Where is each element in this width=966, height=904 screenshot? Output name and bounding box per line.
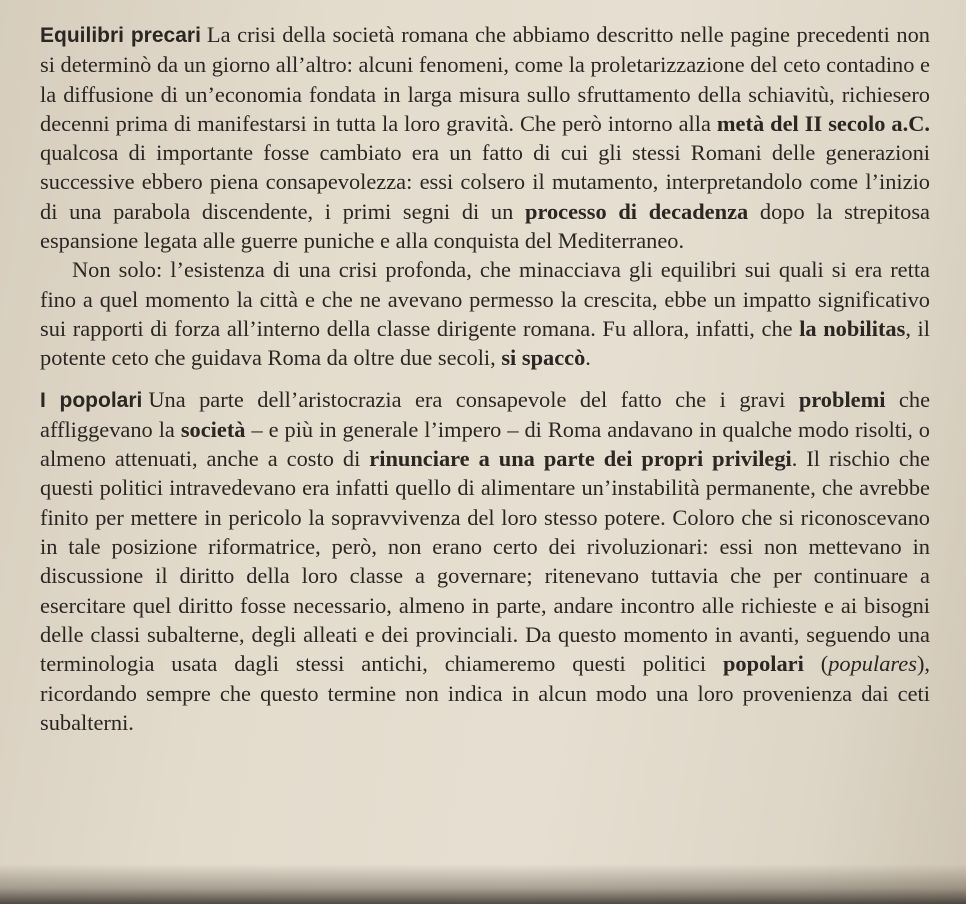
text-run: .: [585, 345, 591, 371]
bold-term: metà del II secolo a.C.: [716, 110, 930, 136]
text-run: Non solo: l’esistenza di una crisi profonda, che minacciava gli equilibri sui quali si era retta fino a quel momento la città e che ne avevano permesso la crescita, ebbe un impatto significativo sui rapporti di forza all’interno della classe dirigente romana. Fu allora, infatti, che: [40, 257, 930, 341]
text-run: che affliggevano la: [40, 386, 931, 442]
text-run: qualcosa di importante fosse cambiato era un fatto di cui gli stessi Romani delle generazioni successive ebbero piena consapevolezza: essi colsero il mutamento, interpretandolo come l’inizio di una parabola discendente, i primi segni di un: [40, 140, 930, 224]
text-run: – e più in generale l’impero – di Roma andavano in qualche modo risolti, o almeno attenuati, anche a costo di: [40, 416, 930, 472]
bold-term: popolari: [722, 651, 804, 677]
section-heading-equilibri-precari: Equilibri precari: [40, 24, 201, 47]
paragraph-non-solo: [40, 255, 930, 372]
text-run: . Il rischio che questi politici intravedevano era infatti quello di alimentare un’instabilità permanente, che avrebbe finito per mettere in pericolo la sopravvivenza del loro stesso potere. Coloro che si riconoscevano in tale posizione riformatrice, però, non erano certo dei rivoluzionari: essi non mettevano in discussione il diritto della loro classe a governare; ritenevano tuttavia che per continuare a esercitare quel diritto fosse necessario, almeno in parte, andare incontro alle richieste e ai bisogni delle classi subalterne, degli alleati e dei provinciali. Da questo momento in avanti, seguendo una terminologia usata dagli stessi antichi, chiameremo questi politici: [40, 446, 930, 677]
bold-term: la nobilitas: [799, 315, 906, 341]
bold-term: si spaccò: [501, 345, 586, 371]
italic-term: populares: [828, 651, 917, 677]
text-run: Una parte dell’aristocrazia era consapevole del fatto che i gravi: [148, 386, 799, 412]
page-text: [40, 20, 930, 737]
bold-term: società: [180, 416, 246, 442]
text-run: , il potente ceto che guidava Roma da oltre due secoli,: [40, 315, 930, 371]
bold-term: rinunciare a una parte dei propri privilegi: [369, 446, 792, 472]
paragraph-equilibri-precari: [40, 20, 930, 255]
text-run: La crisi della società romana che abbiamo descritto nelle pagine precedenti non si determinò da un giorno all’altro: alcuni fenomeni, come la proletarizzazione del ceto contadino e la diffusione di un’economia fondata in larga misura sullo sfruttamento della schiavitù, richiesero decenni prima di manifestarsi in tutta la loro gravità. Che però intorno alla: [40, 22, 930, 136]
bold-term: problemi: [798, 386, 886, 412]
text-run: (: [803, 651, 829, 677]
bold-term: processo di decadenza: [525, 198, 749, 224]
paragraph-i-popolari: [40, 385, 930, 738]
page-bottom-shadow: [0, 864, 966, 904]
section-heading-i-popolari: I popolari: [40, 388, 143, 412]
text-run: ), ricordando sempre che questo termine non indica in alcun modo una loro provenienza dai ceti subalterni.: [40, 651, 930, 735]
text-run: dopo la strepitosa espansione legata alle guerre puniche e alla conquista del Mediterraneo.: [40, 198, 930, 254]
